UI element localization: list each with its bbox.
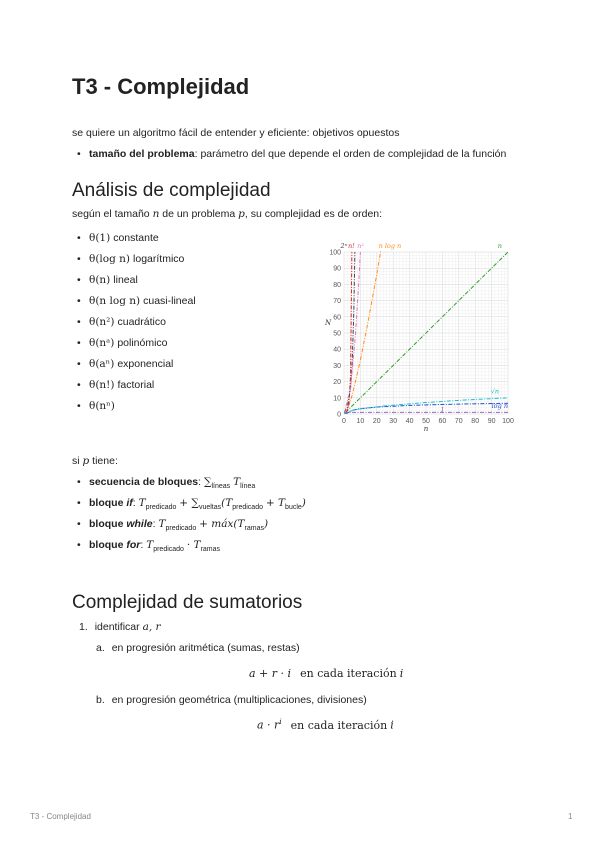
- if-lead-2: tiene:: [92, 455, 118, 467]
- x-tick-label: 10: [356, 418, 365, 425]
- order-math: θ(n²): [89, 316, 115, 328]
- order-item: [78, 400, 118, 412]
- x-axis-label: n: [423, 425, 429, 433]
- order-math: θ(n log n): [89, 295, 141, 307]
- order-math: θ(1): [89, 232, 111, 244]
- sub: bucle: [285, 504, 302, 512]
- order-math: θ(n): [89, 274, 111, 286]
- footer-title: T3 - Complejidad: [30, 812, 91, 821]
- lead-1: según el tamaño: [72, 208, 150, 220]
- series-label: n log n: [378, 241, 402, 250]
- if-lead-p: p: [82, 455, 90, 467]
- step-num: a.: [96, 642, 105, 654]
- sep: :: [152, 518, 156, 530]
- x-tick-label: 90: [487, 418, 496, 425]
- sep: :: [132, 497, 136, 509]
- block-keyword: if: [126, 497, 133, 509]
- order-item: [78, 337, 168, 349]
- y-tick-label: 20: [333, 379, 341, 387]
- intro-text: se quiere un algoritmo fácil de entender y eficiente: objetivos opuestos: [72, 127, 400, 139]
- y-tick-label: 80: [333, 281, 341, 289]
- formula-geometric: [257, 718, 394, 732]
- page-number: 1: [568, 812, 573, 821]
- x-tick-label: 60: [438, 418, 447, 425]
- formula-math: a + r · i: [249, 667, 292, 680]
- step-1: [79, 621, 161, 633]
- y-tick-label: 50: [333, 330, 341, 338]
- math: + T: [265, 497, 286, 509]
- series-label: n²: [357, 241, 364, 250]
- x-tick-label: 40: [405, 418, 414, 425]
- y-axis-label: N: [324, 318, 332, 327]
- series-label: n!: [347, 241, 355, 250]
- math: + ∑: [179, 497, 199, 509]
- analysis-heading: Análisis de complejidad: [72, 180, 271, 201]
- if-lead-1: si: [72, 455, 80, 467]
- sub: líneas: [211, 483, 231, 491]
- sub: predicado: [145, 504, 177, 512]
- step-text: en progresión aritmética (sumas, restas): [111, 642, 300, 654]
- series-label: log n: [491, 402, 509, 411]
- step-num: 1.: [79, 621, 88, 633]
- t-symbol: T: [146, 539, 154, 551]
- block-while: [78, 518, 268, 532]
- y-tick-label: 70: [333, 298, 341, 306]
- sub: predicado: [153, 546, 184, 554]
- formula-var: i: [399, 667, 404, 680]
- block-label: bloque: [89, 497, 124, 509]
- analysis-lead: [72, 208, 382, 220]
- series-label: n: [497, 241, 502, 250]
- t-symbol: T: [233, 476, 241, 488]
- page-title: T3 - Complejidad: [72, 74, 250, 99]
- sub: línea: [240, 483, 256, 491]
- t-symbol: T: [138, 497, 146, 509]
- sub: ramas: [200, 546, 221, 554]
- series-label: 2ⁿ: [340, 241, 348, 250]
- block-seq-label: secuencia de bloques: [89, 476, 199, 488]
- order-math: θ(nᵃ): [89, 337, 115, 349]
- order-label: cuasi-lineal: [143, 295, 196, 307]
- sum-symbol: ∑: [203, 476, 212, 488]
- order-item: [78, 232, 159, 244]
- step-b: [96, 694, 367, 706]
- step-text: en progresión geométrica (multiplicaciones, divisiones): [111, 694, 367, 706]
- order-item: [78, 379, 154, 391]
- math: · T: [186, 539, 201, 551]
- block-label: bloque: [89, 518, 124, 530]
- order-label: factorial: [117, 379, 155, 391]
- step-text: identificar: [94, 621, 140, 633]
- order-item: [78, 274, 138, 286]
- x-tick-label: 100: [502, 418, 514, 425]
- order-label: cuadrático: [117, 316, 166, 328]
- x-tick-label: 30: [389, 418, 398, 425]
- order-math: θ(log n): [89, 253, 131, 265]
- order-item: [78, 358, 173, 370]
- sep: :: [198, 476, 202, 488]
- sums-heading: Complejidad de sumatorios: [72, 592, 303, 613]
- step-a: [96, 642, 300, 654]
- formula-text: en cada iteración: [300, 667, 397, 680]
- sub: predicado: [165, 525, 197, 533]
- order-math: θ(aⁿ): [89, 358, 115, 370]
- order-label: constante: [113, 232, 159, 244]
- formula-exp: i: [279, 718, 282, 726]
- math: ): [263, 518, 269, 530]
- math: ): [301, 497, 306, 509]
- y-tick-label: 40: [333, 346, 341, 354]
- bullet-bold: tamaño del problema: [89, 148, 195, 160]
- lead-3: , su complejidad es de orden:: [244, 208, 383, 220]
- series-label: √n: [490, 387, 500, 396]
- order-math: θ(nⁿ): [89, 400, 115, 412]
- y-tick-label: 30: [333, 362, 341, 370]
- order-label: logarítmico: [133, 253, 185, 265]
- y-tick-label: 100: [329, 249, 341, 257]
- block-label: bloque: [89, 539, 124, 551]
- step-num: b.: [96, 694, 105, 706]
- x-tick-label: 20: [372, 418, 381, 425]
- step-math: a, r: [142, 621, 161, 633]
- intro-bullet: [78, 148, 506, 160]
- order-label: polinómico: [117, 337, 168, 349]
- lead-p: p: [238, 208, 245, 220]
- if-p-lead: [72, 455, 118, 467]
- math: (T: [221, 497, 233, 509]
- order-item: [78, 295, 196, 307]
- block-keyword: for: [126, 539, 141, 551]
- order-item: [78, 253, 184, 265]
- block-keyword: while: [126, 518, 153, 530]
- order-math: θ(n!): [89, 379, 115, 391]
- y-tick-label: 0: [337, 411, 341, 419]
- order-label: lineal: [113, 274, 138, 286]
- sub: vueltas: [198, 504, 222, 512]
- formula-text: en cada iteración: [290, 718, 388, 732]
- order-item: [78, 316, 166, 328]
- x-tick-label: 80: [471, 418, 480, 425]
- formula-arithmetic: [249, 667, 403, 680]
- series-label: 1: [440, 406, 445, 415]
- bullet-text: : parámetro del que depende el orden de complejidad de la función: [194, 148, 507, 160]
- block-for: [78, 539, 220, 553]
- block-if: [78, 497, 306, 511]
- lead-2: de un problema: [162, 208, 236, 220]
- x-tick-label: 70: [454, 418, 463, 425]
- sep: :: [140, 539, 144, 551]
- x-tick-label: 0: [342, 418, 346, 425]
- x-tick-label: 50: [422, 418, 430, 425]
- formula-var: i: [390, 718, 394, 732]
- order-label: exponencial: [117, 358, 174, 370]
- t-symbol: T: [158, 518, 166, 530]
- y-tick-label: 10: [333, 395, 341, 403]
- lead-n: n: [152, 208, 160, 220]
- formula-math: a · r: [257, 718, 280, 732]
- y-tick-label: 60: [333, 314, 341, 322]
- math: + máx(T: [199, 518, 245, 530]
- block-seq: [78, 476, 255, 490]
- complexity-chart: [322, 240, 514, 433]
- sub: ramas: [244, 525, 264, 533]
- y-tick-label: 90: [333, 265, 341, 273]
- sub: predicado: [232, 504, 263, 512]
